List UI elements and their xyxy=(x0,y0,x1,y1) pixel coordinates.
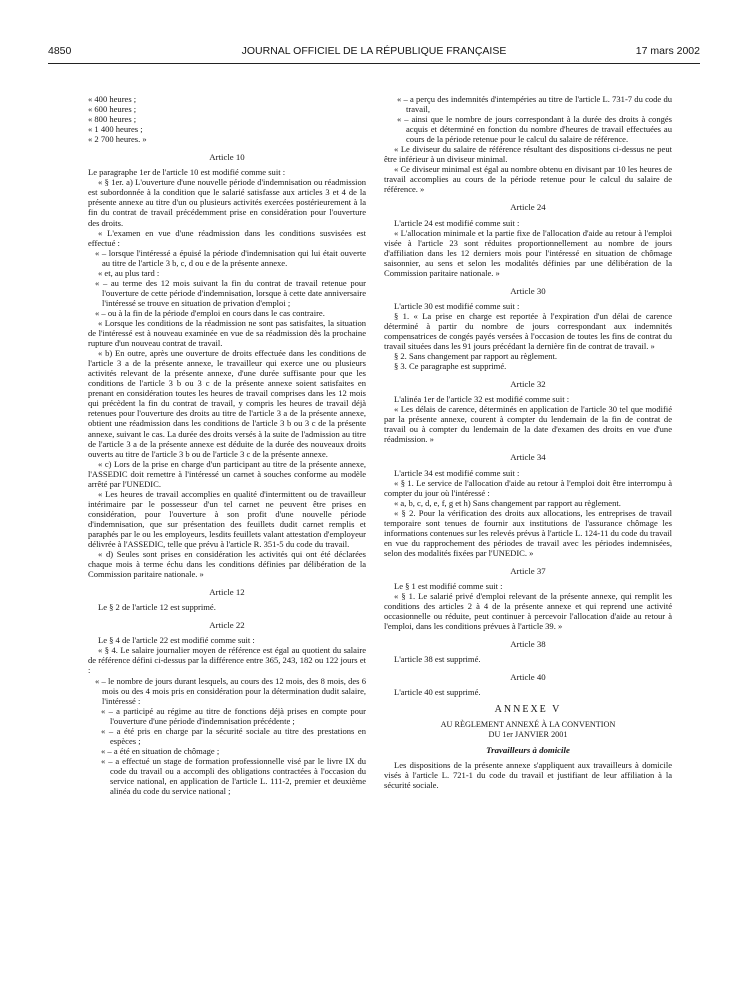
article-22-dash-item: « – a participé au régime au titre de fonctions déjà prises en compte pour l'ouverture d'une période d'indemnisation précédente ; xyxy=(101,705,366,726)
article-37-intro: Le § 1 est modifié comme suit : xyxy=(394,580,503,591)
hours-item: « 1 400 heures ; xyxy=(88,124,143,135)
article-22-paragraph: « Ce diviseur minimal est égal au nombre obtenu en divisant par 10 les heures de travail accomplies au cours de la période retenue pour le calcul du salaire de référence. » xyxy=(384,164,672,195)
article-22-paragraph: « § 4. Le salaire journalier moyen de référence est égal au quotient du salaire de référence défini ci-dessus par la différence entre 365, 243, 182 ou 122 jours et : xyxy=(88,645,366,676)
hours-item: « 800 heures ; xyxy=(88,114,137,125)
hours-item: « 600 heures ; xyxy=(88,104,137,115)
article-32-intro: L'alinéa 1er de l'article 32 est modifié comme suit : xyxy=(394,394,570,405)
article-10-dash-item: « – ou à la fin de la période d'emploi en cours dans le cas contraire. xyxy=(95,307,325,318)
article-22-dash-item: « – a été en situation de chômage ; xyxy=(101,745,220,756)
article-22-dash-item: « – le nombre de jours durant lesquels, au cours des 12 mois, des 8 mois, des 6 mois ou des 4 mois pris en considération pour la détermination dudit salaire, l'intéressé : xyxy=(95,675,366,706)
article-34-heading: Article 34 xyxy=(510,452,546,463)
article-37-heading: Article 37 xyxy=(510,565,546,576)
article-10-heading: Article 10 xyxy=(209,152,245,163)
annexe-paragraph: Les dispositions de la présente annexe s'appliquent aux travailleurs à domicile visés à l'article L. 721-1 du code du travail et justifiant de leur affiliation à la sécurité sociale. xyxy=(384,759,672,790)
article-37-paragraph: « § 1. Le salarié privé d'emploi relevant de la présente annexe, qui remplit les conditions des articles 2 à 4 de la présente annexe et qui reprend une activité occasionnelle ou réduite, peut continuer à percevoir l'allocation d'aide au retour à l'emploi, dans les conditions prévues à l'article 39. » xyxy=(384,591,672,632)
article-22-dash-item: « – a perçu des indemnités d'intempéries au titre de l'article L. 731-7 du code du travail, xyxy=(397,94,672,115)
header-rule xyxy=(48,63,700,64)
article-34-paragraph: « § 2. Pour la vérification des droits aux allocations, les entreprises de travail temporaire sont tenues de fournir aux institutions de l'assurance chômage les informations contenues sur les relevés prévus à l'article L. 124-11 du code du travail en vue du rapprochement des périodes de travail avec les périodes indemnisées, selon des modalités fixées par l'UNEDIC. » xyxy=(384,507,672,558)
article-22-dash-item: « – a été pris en charge par la sécurité sociale au titre des prestations en espèces ; xyxy=(101,725,366,746)
left-column xyxy=(88,94,366,796)
article-38-text: L'article 38 est supprimé. xyxy=(394,654,481,665)
article-12-heading: Article 12 xyxy=(209,587,245,598)
article-30-paragraph: § 2. Sans changement par rapport au règlement. xyxy=(394,351,558,362)
hours-item: « 400 heures ; xyxy=(88,94,137,104)
article-32-heading: Article 32 xyxy=(510,379,546,390)
right-column xyxy=(384,94,672,790)
article-22-dash-item: « – ainsi que le nombre de jours correspondant à la durée des droits à congés acquis et déterminé en fonction du nombre d'heures de travail effectuées au cours de la période retenue pour le calcul du salaire de référence. xyxy=(397,114,672,145)
article-34-paragraph: « § 1. Le service de l'allocation d'aide au retour à l'emploi doit être interrompu à compter du jour où l'intéressé : xyxy=(384,477,672,498)
page-number: 4850 xyxy=(48,45,72,57)
article-24-intro: L'article 24 est modifié comme suit : xyxy=(394,217,520,228)
article-24-paragraph: « L'allocation minimale et la partie fixe de l'allocation d'aide au retour à l'emploi visée à l'article 23 sont réduites proportionnellement au nombre de jours d'affiliation dans les 12 derniers mois pour l'intéressé en situation de chômage saisonnier, au sens et selon les modalités définies par une délibération de la Commission paritaire nationale. » xyxy=(384,227,672,278)
publication-date: 17 mars 2002 xyxy=(635,45,700,57)
article-10-dash-item: « – lorsque l'intéressé a épuisé la période d'indemnisation qui lui était ouverte au titre de l'article 3 b, c, d ou e de la présente annexe. xyxy=(95,247,366,268)
article-38-heading: Article 38 xyxy=(510,639,546,650)
article-10-paragraph: « d) Seules sont prises en considération les activités qui ont été déclarées chaque mois à terme échu dans les conditions définies par délibération de la Commission paritaire nationale. » xyxy=(88,549,366,580)
article-10-paragraph: « et, au plus tard : xyxy=(98,267,160,278)
article-22-heading: Article 22 xyxy=(209,620,245,631)
journal-title: JOURNAL OFFICIEL DE LA RÉPUBLIQUE FRANÇAISE xyxy=(241,45,507,57)
article-30-heading: Article 30 xyxy=(510,285,546,296)
article-34-intro: L'article 34 est modifié comme suit : xyxy=(394,467,520,478)
article-30-paragraph: § 1. « La prise en charge est reportée à l'expiration d'un délai de carence déterminé à partir du nombre de jours correspondant aux indemnités compensatrices de congés payés versées à l'occasion de toutes les fins de contrat du travail situées dans les 91 jours précédant la dernière fin de contrat de travail. » xyxy=(384,310,672,352)
article-22-paragraph: « Le diviseur du salaire de référence résultant des dispositions ci-dessus ne peut être inférieur à un diviseur minimal. xyxy=(384,144,672,165)
article-32-paragraph: « Les délais de carence, déterminés en application de l'article 30 tel que modifié par la présente annexe, courent à compter du lendemain de la fin de contrat de travail ou à compter du lendemain de la date d'examen des droits en vue d'une réadmission. » xyxy=(384,404,672,445)
article-34-paragraph: « a, b, c, d, e, f, g et h) Sans changement par rapport au règlement. xyxy=(394,497,621,508)
article-10-paragraph: « Lorsque les conditions de la réadmission ne sont pas satisfaites, la situation de l'intéressé est à nouveau examinée en vue de sa réadmission dès la prochaine rupture d'un nouveau contrat de travail. xyxy=(88,317,366,349)
article-10-paragraph: « b) En outre, après une ouverture de droits effectuée dans les conditions de l'article 3 a de la présente annexe, le travailleur qui exerce une ou plusieurs activités relevant de la présente annexe, d'une durée suffisante pour que les conditions de l'article 3 b ou 3 c de la présente annexe soient satisfaites en prenant en considération toutes les heures de travail comprises dans les 12 mois qui précèdent la fin du contrat de travail, y compris les heures de travail déjà retenues pour l'ouverture des droits au titre de l'article 3 a de la présente annexe, obtient une réadmission dans les conditions de l'article 3 b ou 3 c de la présente annexe, suivant le cas. La durée des droits versés à la suite de l'admission au titre de l'article 3 a de la présente annexe est déduite de la durée des nouveaux droits ouverts au titre de l'article 3 b ou de l'article 3 c de la présente annexe. xyxy=(88,348,366,459)
annexe-subheading-date: DU 1er JANVIER 2001 xyxy=(488,730,568,740)
page-header xyxy=(48,45,700,59)
article-10-paragraph: « c) Lors de la prise en charge d'un participant au titre de la présente annexe, l'ASSEDIC doit remettre à l'intéressé un carnet à souches conforme au modèle arrêté par l'UNEDIC. xyxy=(88,458,366,489)
article-40-heading: Article 40 xyxy=(510,672,546,683)
article-22-intro: Le § 4 de l'article 22 est modifié comme suit : xyxy=(98,635,255,646)
hours-item: « 2 700 heures. » xyxy=(88,134,147,145)
article-40-text: L'article 40 est supprimé. xyxy=(394,687,481,698)
article-30-intro: L'article 30 est modifié comme suit : xyxy=(394,300,520,311)
article-24-heading: Article 24 xyxy=(510,202,546,213)
article-10-intro: Le paragraphe 1er de l'article 10 est modifié comme suit : xyxy=(88,167,286,178)
article-10-paragraph: « L'examen en vue d'une réadmission dans les conditions susvisées est effectué : xyxy=(88,227,366,248)
article-12-text: Le § 2 de l'article 12 est supprimé. xyxy=(98,602,216,613)
article-10-paragraph: « § 1er. a) L'ouverture d'une nouvelle période d'indemnisation ou réadmission est subordonnée à la condition que le salarié satisfasse aux articles 3 et 4 de la présente annexe au titre d'un ou plusieurs activités exercées postérieurement à la fin du contrat de travail précédemment prise en considération pour l'ouverture des droits. xyxy=(88,177,366,228)
annexe-subheading: AU RÈGLEMENT ANNEXÉ À LA CONVENTION xyxy=(440,720,616,730)
article-22-dash-item: « – a effectué un stage de formation professionnelle visé par le livre IX du code du travail ou a accompli des obligations contractées à l'occasion du service national, en application de l'article L. 111-2, premier et deuxième alinéa du code du service national ; xyxy=(101,755,366,797)
annexe-title: ANNEXE V xyxy=(494,704,562,716)
article-30-paragraph: § 3. Ce paragraphe est supprimé. xyxy=(394,361,507,372)
annexe-subtitle: Travailleurs à domicile xyxy=(486,744,570,755)
article-10-paragraph: « Les heures de travail accomplies en qualité d'intermittent ou de travailleur intérimaire par le possesseur d'un tel carnet ne peuvent être prises en considération, pour l'ouverture à son profit d'une nouvelle période d'indemnisation, que sur présentation des feuillets dudit carnet remplis et paraphés par le ou les employeurs, lesdits feuillets valant attestation d'employeur délivrée à l'ASSEDIC, telle que prévu à l'article R. 351-5 du code du travail. xyxy=(88,488,366,550)
article-10-dash-item: « – au terme des 12 mois suivant la fin du contrat de travail retenue pour l'ouverture de cette période d'indemnisation, lorsque à cette date anniversaire l'intéressé se trouve en situation de privation d'emploi ; xyxy=(95,277,366,308)
